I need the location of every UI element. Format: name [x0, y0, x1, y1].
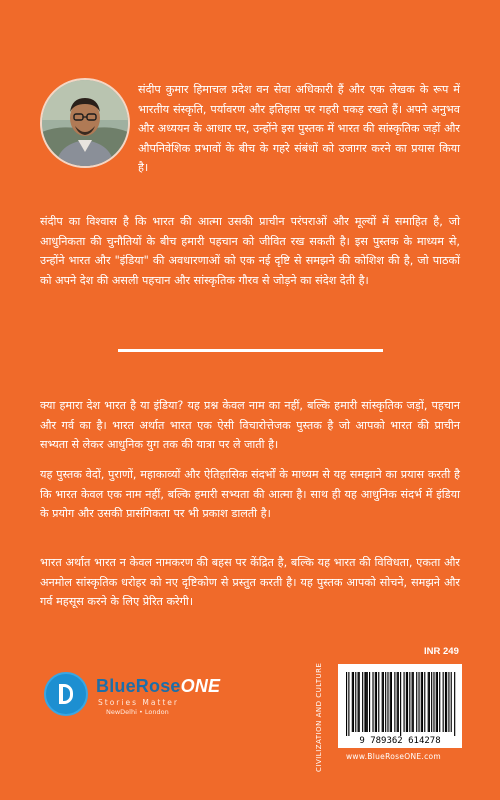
publisher-tagline: Stories Matter	[98, 698, 180, 707]
author-portrait-icon	[42, 80, 128, 166]
publisher-cities: NewDelhi • London	[106, 708, 169, 716]
publisher-logo	[44, 672, 221, 718]
publisher-name-main: BlueRose	[96, 676, 181, 696]
publisher-name	[96, 676, 220, 697]
category-label: CIVILIZATION AND CULTURE	[315, 662, 323, 772]
bluerose-logo-icon	[44, 672, 88, 716]
book-description-3: भारत अर्थात भारत न केवल नामकरण की बहस पर केंद्रित है, बल्कि यह भारत की विविधता, एकता और अनमोल सांस्कृतिक धरोहर को नए दृष्टिकोण से प्रस्तुत करती है। यह पुस्तक आपको सोचने, समझने और गर्व महसूस करने के लिए प्रेरित करेगी।	[40, 556, 460, 609]
section-divider	[118, 349, 383, 352]
book-description-1: क्या हमारा देश भारत है या इंडिया? यह प्रश्न केवल नाम का नहीं, बल्कि हमारी सांस्कृतिक जड़ों, पहचान और गर्व का है। भारत अर्थात भारत एक ऐसी विचारोत्तेजक पुस्तक है जो आपको भारत की प्राचीन सभ्यता से लेकर आधुनिक युग तक की यात्रा पर ले जाती है।	[40, 399, 460, 452]
author-bio: संदीप कुमार हिमाचल प्रदेश वन सेवा अधिकारी हैं और एक लेखक के रूप में भारतीय संस्कृति, पर्यावरण और इतिहास पर गहरी पकड़ रखते हैं। अपने अनुभव और अध्ययन के आधार पर, उन्होंने इस पुस्तक में भारत की सांस्कृतिक जड़ों और औपनिवेशिक प्रभावों के बीच के गहरे संबंधों को उजागर करने का प्रयास किया है।	[138, 83, 460, 175]
publisher-name-accent: ONE	[180, 676, 221, 696]
isbn-barcode	[338, 664, 462, 748]
book-description-2: यह पुस्तक वेदों, पुराणों, महाकाव्यों और ऐतिहासिक संदर्भों के माध्यम से यह समझाने का प्रयास करती है कि भारत केवल एक नाम नहीं, बल्कि हमारी सभ्यता की आत्मा है। साथ ही यह आधुनिक संदर्भ में इंडिया के प्रयोग और उसकी प्रासंगिकता पर भी प्रकाश डालती है।	[40, 468, 460, 521]
author-belief: संदीप का विश्वास है कि भारत की आत्मा उसकी प्राचीन परंपराओं और मूल्यों में समाहित है, जो आधुनिकता की चुनौतियों के बीच हमारी पहचान को जीवित रख सकती है। इस पुस्तक के माध्यम से, उन्होंने भारत और "इंडिया" की अवधारणाओं को एक नई दृष्टि से समझने की कोशिश की है, जो पाठकों को अपने देश की असली पहचान और सांस्कृतिक गौरव से जोड़ने का संदेश देती है।	[40, 215, 460, 287]
publisher-website: www.BlueRoseONE.com	[346, 752, 442, 761]
author-portrait	[40, 78, 130, 168]
price-label: INR 249	[424, 646, 459, 657]
isbn-number: 9 789362 614278	[359, 736, 441, 746]
barcode-icon	[338, 664, 462, 748]
